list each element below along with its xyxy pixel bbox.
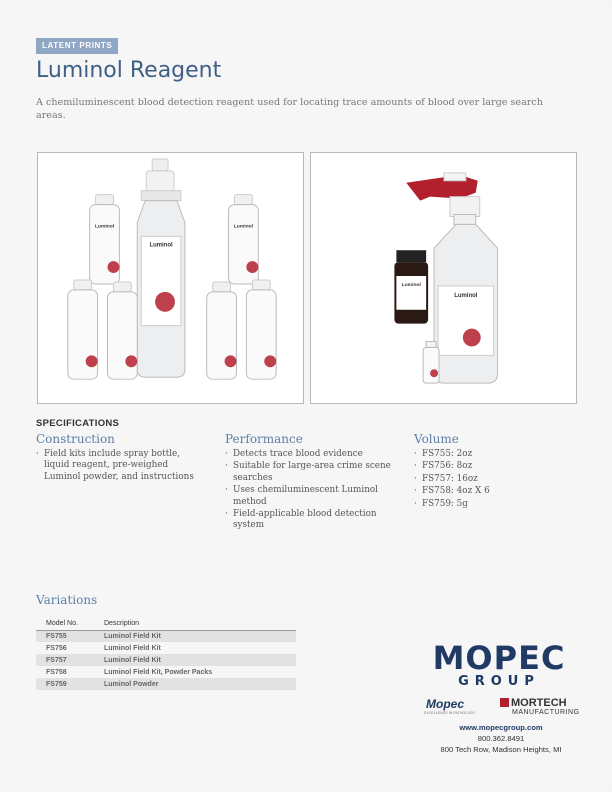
- list-item: · FS758: 4oz X 6: [414, 486, 564, 497]
- logo-sub-text: GROUP: [458, 674, 540, 689]
- reagent-jar: [394, 250, 428, 323]
- bottle-label-text: Luminol: [454, 292, 478, 299]
- construction-list: [36, 449, 206, 483]
- model-cell: FS755: [36, 630, 94, 642]
- list-item: · FS755: 2oz: [414, 449, 564, 460]
- volume-heading: Volume: [414, 432, 459, 446]
- column-header-description: Description: [94, 618, 296, 630]
- specifications-heading: SPECIFICATIONS: [36, 418, 120, 429]
- performance-heading: Performance: [225, 432, 303, 446]
- category-tag: LATENT PRINTS: [36, 38, 118, 54]
- description-cell: Luminol Field Kit: [94, 630, 296, 642]
- list-item: · Field kits include spray bottle, liquid reagent, pre-weighed Luminol powder, and instructions: [36, 449, 206, 483]
- website-link[interactable]: www.mopecgroup.com: [459, 723, 543, 732]
- powder-pack-bottle: [229, 195, 259, 284]
- powder-pack-bottle: [68, 280, 98, 379]
- page-title: Luminol Reagent: [36, 58, 222, 83]
- list-item: · FS757: 16oz: [414, 474, 564, 485]
- list-item: · FS759: 5g: [414, 499, 564, 510]
- list-item: · Detects trace blood evidence: [225, 449, 395, 460]
- model-cell: FS757: [36, 654, 94, 666]
- bottle-label-text: Luminol: [149, 242, 173, 249]
- construction-heading: Construction: [36, 432, 115, 446]
- volume-list: [414, 449, 564, 510]
- product-photo-kit-bottles: [37, 152, 304, 404]
- table-row: [36, 678, 296, 690]
- performance-list: [225, 449, 395, 532]
- mortech-brand-tagline: MANUFACTURING: [512, 709, 580, 716]
- sample-vial: [423, 341, 439, 383]
- product-description: A chemiluminescent blood detection reagent used for locating trace amounts of blood over large search areas.: [36, 97, 543, 121]
- powder-pack-bottle: [90, 195, 120, 284]
- list-item: · Uses chemiluminescent Luminol method: [225, 485, 395, 508]
- table-row: [36, 630, 296, 642]
- variations-heading: Variations: [36, 593, 98, 607]
- variations-table: [36, 618, 296, 690]
- description-cell: Luminol Field Kit: [104, 644, 161, 652]
- volume-section: [414, 432, 564, 511]
- description-cell: Luminol Powder: [94, 678, 296, 690]
- column-header-model: Model No.: [36, 618, 94, 630]
- address: 800 Tech Row, Madison Heights, MI: [440, 745, 562, 754]
- table-row: [36, 654, 296, 666]
- table-row: [36, 642, 296, 654]
- svg-text:Luminol: Luminol: [94, 224, 115, 230]
- model-cell: FS756: [46, 644, 67, 652]
- phone-number: 800.362.8491: [477, 734, 525, 743]
- table-row: [36, 666, 296, 678]
- list-item: · Suitable for large-area crime scene searches: [225, 461, 395, 484]
- mortech-brand-name: MORTECH: [511, 697, 567, 709]
- powder-pack-bottle: [108, 282, 138, 379]
- contact-info: [420, 722, 582, 755]
- table-header-row: [36, 618, 296, 630]
- list-item: · FS756: 8oz: [414, 461, 564, 472]
- mortech-brand-logo: [500, 697, 567, 709]
- description-cell: Luminol Field Kit, Powder Packs: [104, 668, 213, 676]
- mopec-brand-logo: Mopec: [426, 697, 465, 711]
- list-item: · Field-applicable blood detection system: [225, 509, 395, 532]
- mopec-group-logo: [418, 639, 580, 689]
- powder-pack-bottle: [207, 282, 237, 379]
- brand-logos: [420, 694, 582, 720]
- product-photo-spray-kit: [310, 152, 577, 404]
- spray-bottle: [434, 215, 497, 384]
- description-cell: Luminol Field Kit: [94, 654, 296, 666]
- svg-text:Luminol: Luminol: [233, 224, 254, 230]
- powder-pack-bottle: [246, 280, 276, 379]
- construction-section: [36, 432, 206, 484]
- jar-label-text: Luminol: [401, 282, 421, 288]
- large-spray-bottle: [137, 159, 185, 377]
- mopec-brand-tagline: EXCELLENCE IN PATHOLOGY: [424, 711, 476, 715]
- logo-main-text: MOPEC: [432, 639, 566, 677]
- performance-section: [225, 432, 395, 533]
- model-cell: FS759: [36, 678, 94, 690]
- mortech-mark-icon: [500, 698, 509, 707]
- model-cell: FS758: [46, 668, 67, 676]
